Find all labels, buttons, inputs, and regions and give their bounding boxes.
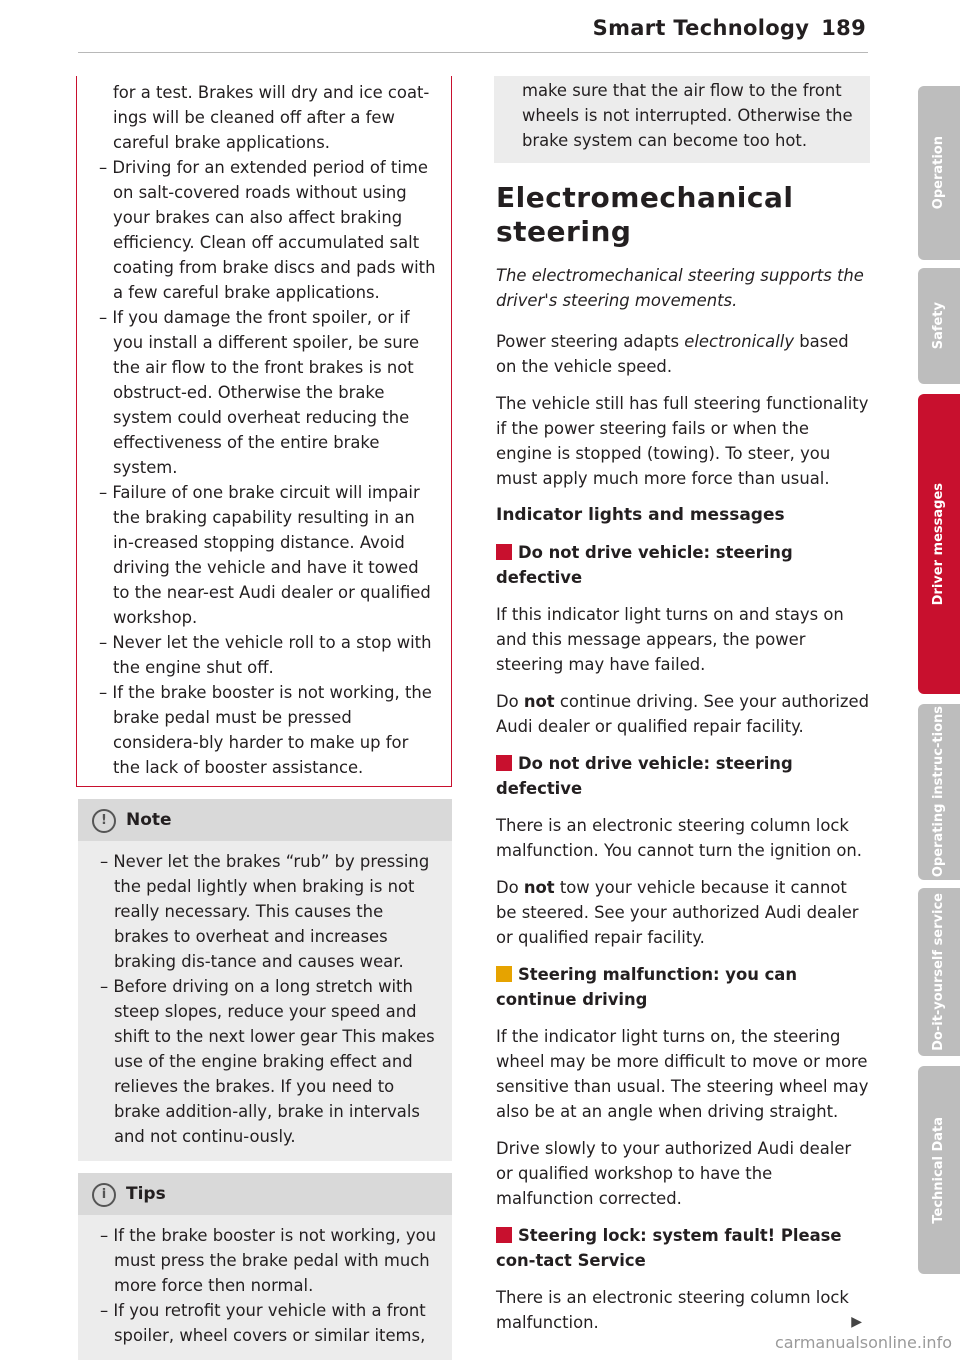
warning-item: – If you damage the front spoiler, or if you install a different spoiler, be sure the air flow to the front brakes is not obstruct-ed. Otherwise the brake system could overheat reducing the effectiveness of the entire brake system.	[91, 305, 439, 480]
warning-item: – Driving for an extended period of time on salt-covered roads without using your brakes can also affect braking efficiency. Clean off accumulated salt coating from brake discs and pads with a few careful brake applications.	[91, 155, 439, 305]
tips-title: Tips	[126, 1184, 166, 1204]
text-run: based on the vehicle speed.	[496, 332, 849, 376]
paragraph: The vehicle still has full steering functionality if the power steering fails or when the engine is stopped (towing). To steer, you must apply much more force than usual.	[496, 394, 869, 488]
tips-item: – If you retrofit your vehicle with a front spoiler, wheel covers or similar items,	[92, 1298, 440, 1348]
subheading: Indicator lights and messages	[496, 505, 785, 525]
tab-operation[interactable]	[918, 86, 960, 260]
tips-body	[78, 1215, 452, 1360]
note-heading	[78, 799, 452, 841]
section-heading: Electromechanical steering	[496, 181, 794, 248]
text-run: continue driving. See your authorized Audi dealer or qualified repair facility.	[496, 692, 869, 736]
page-number: 189	[821, 16, 866, 40]
tab-operating-instructions[interactable]	[918, 704, 960, 880]
message-heading	[496, 751, 870, 801]
paragraph	[496, 689, 870, 739]
text-run: Power steering adapts	[496, 332, 685, 351]
message-title: Do not drive vehicle: steering defective	[496, 543, 793, 587]
paragraph: If the indicator light turns on, the steering wheel may be more difficult to move or more sensitive than usual. The steering wheel may also be at an angle when driving straight.	[496, 1027, 869, 1121]
right-column	[496, 76, 870, 1347]
tab-do-it-yourself-service[interactable]	[918, 888, 960, 1056]
watermark: carmanualsonline.info	[774, 1333, 952, 1352]
info-icon: i	[92, 1183, 116, 1207]
tips-item: – If the brake booster is not working, you must press the brake pedal with much more force then normal.	[92, 1223, 440, 1298]
tab-driver-messages[interactable]	[918, 394, 960, 694]
warning-item: – If the brake booster is not working, the brake pedal must be pressed considera-bly harder to make up for the lack of booster assistance.	[91, 680, 439, 780]
emphasis: electronically	[684, 332, 795, 351]
tips-continued-text: make sure that the air flow to the front wheels is not interrupted. Otherwise the brake system can become too hot.	[522, 81, 853, 150]
warning-item: – Never let the vehicle roll to a stop with the engine shut off.	[91, 630, 439, 680]
section-lead: The electromechanical steering supports the driver's steering movements.	[496, 266, 864, 310]
note-body	[78, 841, 452, 1161]
message-title: Steering malfunction: you can continue driving	[496, 965, 798, 1009]
tips-heading	[78, 1173, 452, 1215]
left-column	[78, 76, 452, 1360]
tab-label: Safety	[931, 302, 946, 350]
tab-safety[interactable]	[918, 268, 960, 384]
warning-item: – Failure of one brake circuit will impair the braking capability resulting in an in-creased stopping distance. Avoid driving the vehicle and have it towed to the near-est Audi dealer or qualified workshop.	[91, 480, 439, 630]
tab-label: Driver messages	[931, 482, 946, 606]
bold-text: not	[523, 878, 555, 897]
paragraph	[496, 875, 870, 950]
steering-lock-icon	[496, 755, 512, 771]
message-heading	[496, 962, 870, 1012]
note-item: – Never let the brakes “rub” by pressing the pedal lightly when braking is not really necessary. This causes the brakes to overheat and increases braking dis-tance and causes wear.	[92, 849, 440, 974]
steering-warning-icon	[496, 544, 512, 560]
key-lock-icon	[496, 1227, 512, 1243]
steering-warning-yellow-icon	[496, 966, 512, 982]
message-title: Steering lock: system fault! Please con-tact Service	[496, 1226, 842, 1270]
paragraph	[496, 329, 870, 379]
tab-label: Do-it-yourself service	[931, 893, 946, 1051]
running-header	[593, 16, 866, 41]
warning-continued-text: for a test. Brakes will dry and ice coat-ings will be cleaned off after a few careful brake applications.	[113, 83, 430, 152]
text-run: There is an electronic steering column lock malfunction.	[496, 1288, 849, 1332]
section-title: Smart Technology	[592, 16, 810, 40]
header-rule	[78, 52, 868, 53]
tab-technical-data[interactable]	[918, 1066, 960, 1274]
continue-arrow-icon: ▶	[851, 1314, 862, 1330]
text-run: Do	[496, 692, 524, 711]
tips-continued-box	[494, 76, 870, 163]
warning-box	[76, 76, 452, 787]
paragraph: If this indicator light turns on and stays on and this message appears, the power steering may have failed.	[496, 605, 844, 674]
bold-text: not	[523, 692, 555, 711]
note-item: – Before driving on a long stretch with steep slopes, reduce your speed and shift to the next lower gear This makes use of the engine braking effect and relieves the brakes. If you need to brake addition-ally, brake in intervals and not continu-ously.	[92, 974, 440, 1149]
paragraph: Drive slowly to your authorized Audi dealer or qualified workshop to have the malfunction corrected.	[496, 1139, 852, 1208]
text-run: tow your vehicle because it cannot be steered. See your authorized Audi dealer or qualified repair facility.	[496, 878, 859, 947]
caution-icon: !	[92, 809, 116, 833]
message-heading	[496, 1223, 870, 1273]
paragraph	[496, 1285, 870, 1335]
message-heading	[496, 540, 870, 590]
message-title: Do not drive vehicle: steering defective	[496, 754, 793, 798]
note-title: Note	[126, 810, 172, 830]
tab-label: Operation	[931, 136, 946, 210]
paragraph: There is an electronic steering column lock malfunction. You cannot turn the ignition on.	[496, 816, 863, 860]
tab-label: Technical Data	[931, 1116, 946, 1224]
tab-label: Operating instruc-tions	[931, 706, 946, 878]
text-run: Do	[496, 878, 524, 897]
